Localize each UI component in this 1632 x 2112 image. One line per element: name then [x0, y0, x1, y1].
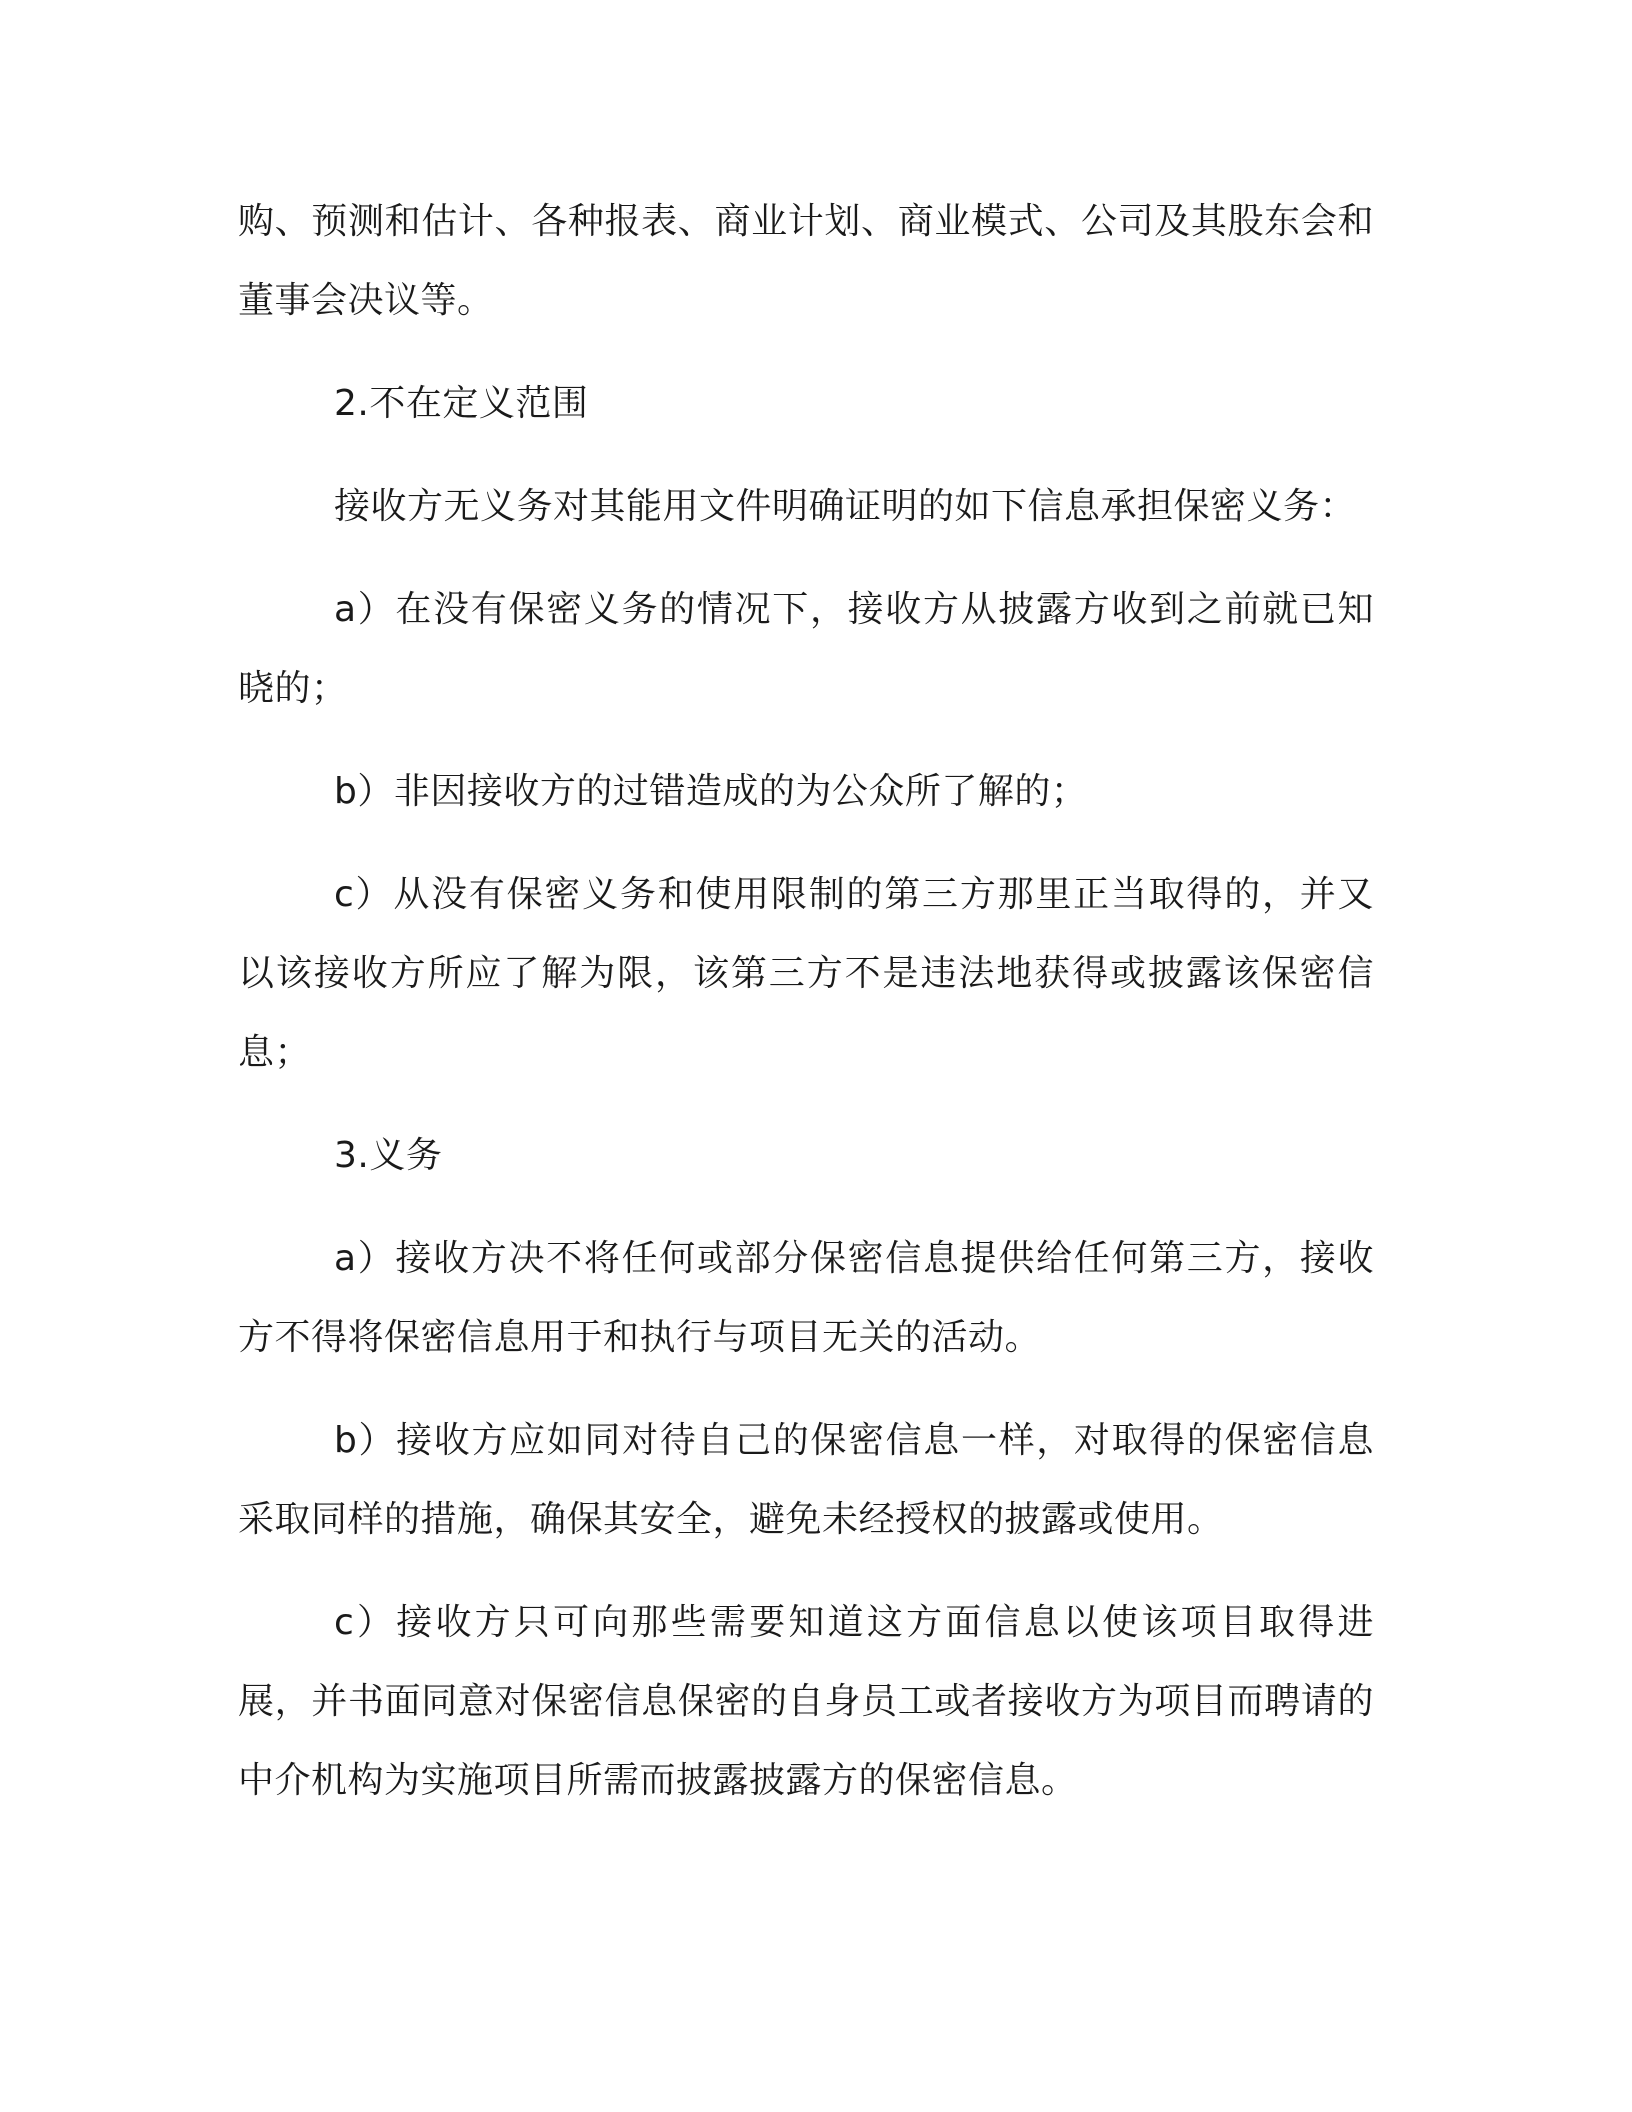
paragraph-exclusions-intro: 接收方无义务对其能用文件明确证明的如下信息承担保密义务： [334, 486, 1357, 527]
paragraph-exclusion-a: a）在没有保密义务的情况下，接收方从披露方收到之前就已知晓的； [238, 589, 1374, 709]
section-heading-exclusions: 2.不在定义范围 [334, 383, 589, 424]
paragraph-obligation-a: a）接收方决不将任何或部分保密信息提供给任何第三方，接收方不得将保密信息用于和执行与项目无关的活动。 [238, 1238, 1374, 1358]
paragraph-exclusion-c: c）从没有保密义务和使用限制的第三方那里正当取得的，并又以该接收方所应了解为限，该第三方不是违法地获得或披露该保密信息； [238, 874, 1374, 1073]
paragraph-obligation-b: b）接收方应如同对待自己的保密信息一样，对取得的保密信息采取同样的措施，确保其安全，避免未经授权的披露或使用。 [238, 1420, 1374, 1540]
section-heading-obligations: 3.义务 [334, 1135, 443, 1176]
paragraph-continuation: 购、预测和估计、各种报表、商业计划、商业模式、公司及其股东会和董事会决议等。 [238, 201, 1374, 321]
document-body [238, 182, 1374, 1820]
paragraph-obligation-c: c）接收方只可向那些需要知道这方面信息以使该项目取得进展，并书面同意对保密信息保密的自身员工或者接收方为项目而聘请的中介机构为实施项目所需而披露披露方的保密信息。 [238, 1602, 1374, 1801]
paragraph-exclusion-b: b）非因接收方的过错造成的为公众所了解的； [334, 771, 1088, 812]
